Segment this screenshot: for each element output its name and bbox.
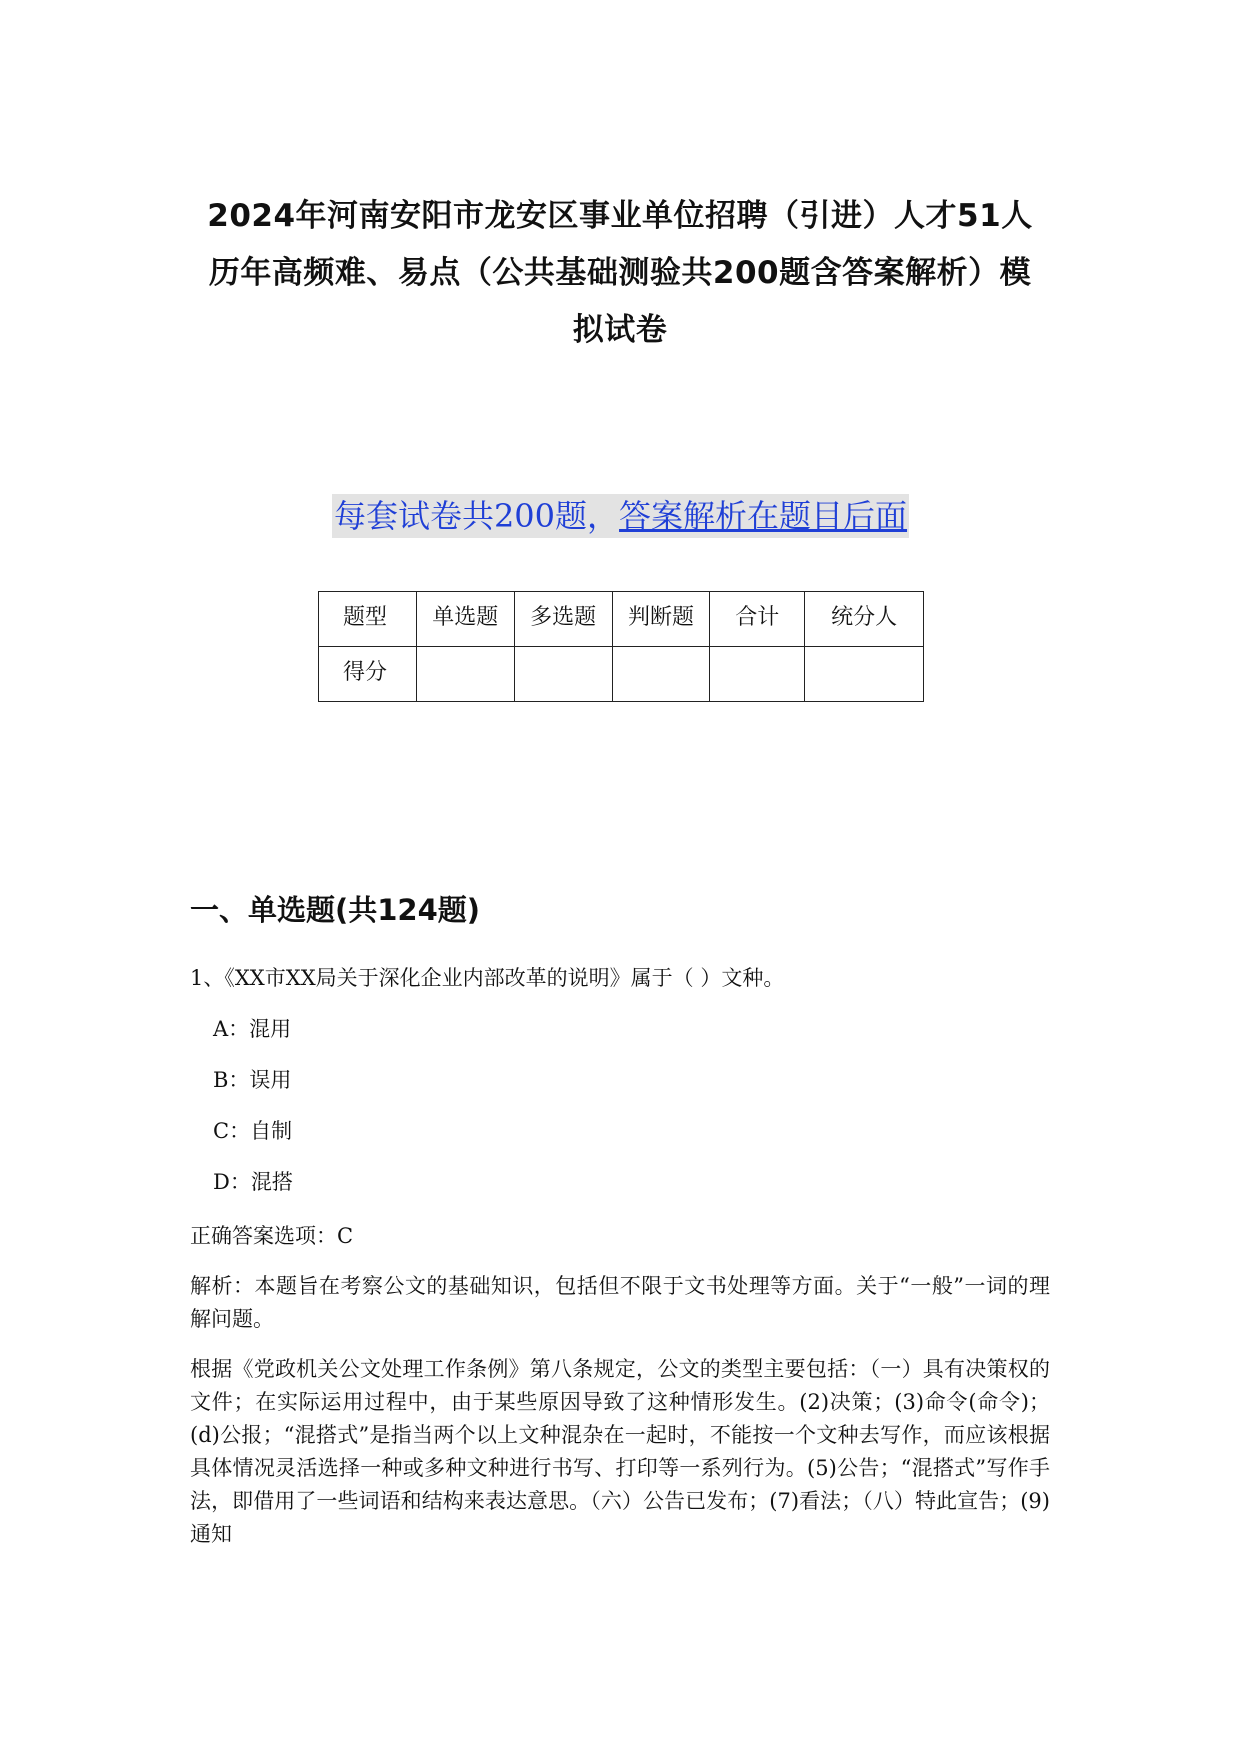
banner-link[interactable]: 答案解析在题目后面 bbox=[619, 497, 908, 535]
score-table-score-row bbox=[319, 647, 924, 702]
score-cell-judge[interactable] bbox=[612, 647, 710, 702]
header-cell-multi: 多选题 bbox=[514, 592, 612, 647]
analysis-paragraph-1: 解析：本题旨在考察公文的基础知识，包括但不限于文书处理等方面。关于“一般”一词的理解问题。 bbox=[190, 1274, 1050, 1331]
correct-answer: 正确答案选项：C bbox=[190, 1224, 354, 1248]
score-cell-scorer[interactable] bbox=[805, 647, 924, 702]
section-title: 一、单选题(共124题) bbox=[190, 893, 481, 927]
option-a: A：混用 bbox=[213, 1017, 292, 1041]
document-title bbox=[180, 188, 1060, 359]
score-cell-single[interactable] bbox=[416, 647, 514, 702]
title-line-3: 拟试卷 bbox=[572, 312, 668, 348]
question-stem: 1、《XX市XX局关于深化企业内部改革的说明》属于（ ）文种。 bbox=[190, 966, 785, 990]
header-cell-scorer: 统分人 bbox=[805, 592, 924, 647]
score-row-label: 得分 bbox=[319, 647, 417, 702]
score-table-header-row bbox=[319, 592, 924, 647]
header-cell-type: 题型 bbox=[319, 592, 417, 647]
score-cell-total[interactable] bbox=[710, 647, 805, 702]
analysis-paragraph-2: 根据《党政机关公文处理工作条例》第八条规定，公文的类型主要包括：（一）具有决策权的文件；在实际运用过程中，由于某些原因导致了这种情形发生。(2)决策；(3)命令(命令)；(d)公报；“混搭式”是指当两个以上文种混杂在一起时，不能按一个文种去写作，而应该根据具体情况灵活选择一种或多种文种进行书写、打印等一系列行为。(5)公告；“混搭式”写作手法，即借用了一些词语和结构来表达意思。（六）公告已发布；(7)看法；（八）特此宣告；(9)通知 bbox=[190, 1357, 1050, 1546]
title-line-2: 历年高频难、易点（公共基础测验共200题含答案解析）模 bbox=[208, 255, 1032, 291]
header-cell-single: 单选题 bbox=[416, 592, 514, 647]
score-cell-multi[interactable] bbox=[514, 647, 612, 702]
banner bbox=[0, 494, 1241, 538]
banner-text: 每套试卷共200题， bbox=[333, 497, 620, 535]
header-cell-judge: 判断题 bbox=[612, 592, 710, 647]
header-cell-total: 合计 bbox=[710, 592, 805, 647]
option-d: D：混搭 bbox=[213, 1170, 293, 1194]
title-line-1: 2024年河南安阳市龙安区事业单位招聘（引进）人才51人 bbox=[207, 198, 1033, 234]
banner-box bbox=[332, 494, 909, 538]
option-c: C：自制 bbox=[213, 1119, 293, 1143]
option-b: B：误用 bbox=[213, 1068, 292, 1092]
score-table bbox=[318, 591, 924, 702]
